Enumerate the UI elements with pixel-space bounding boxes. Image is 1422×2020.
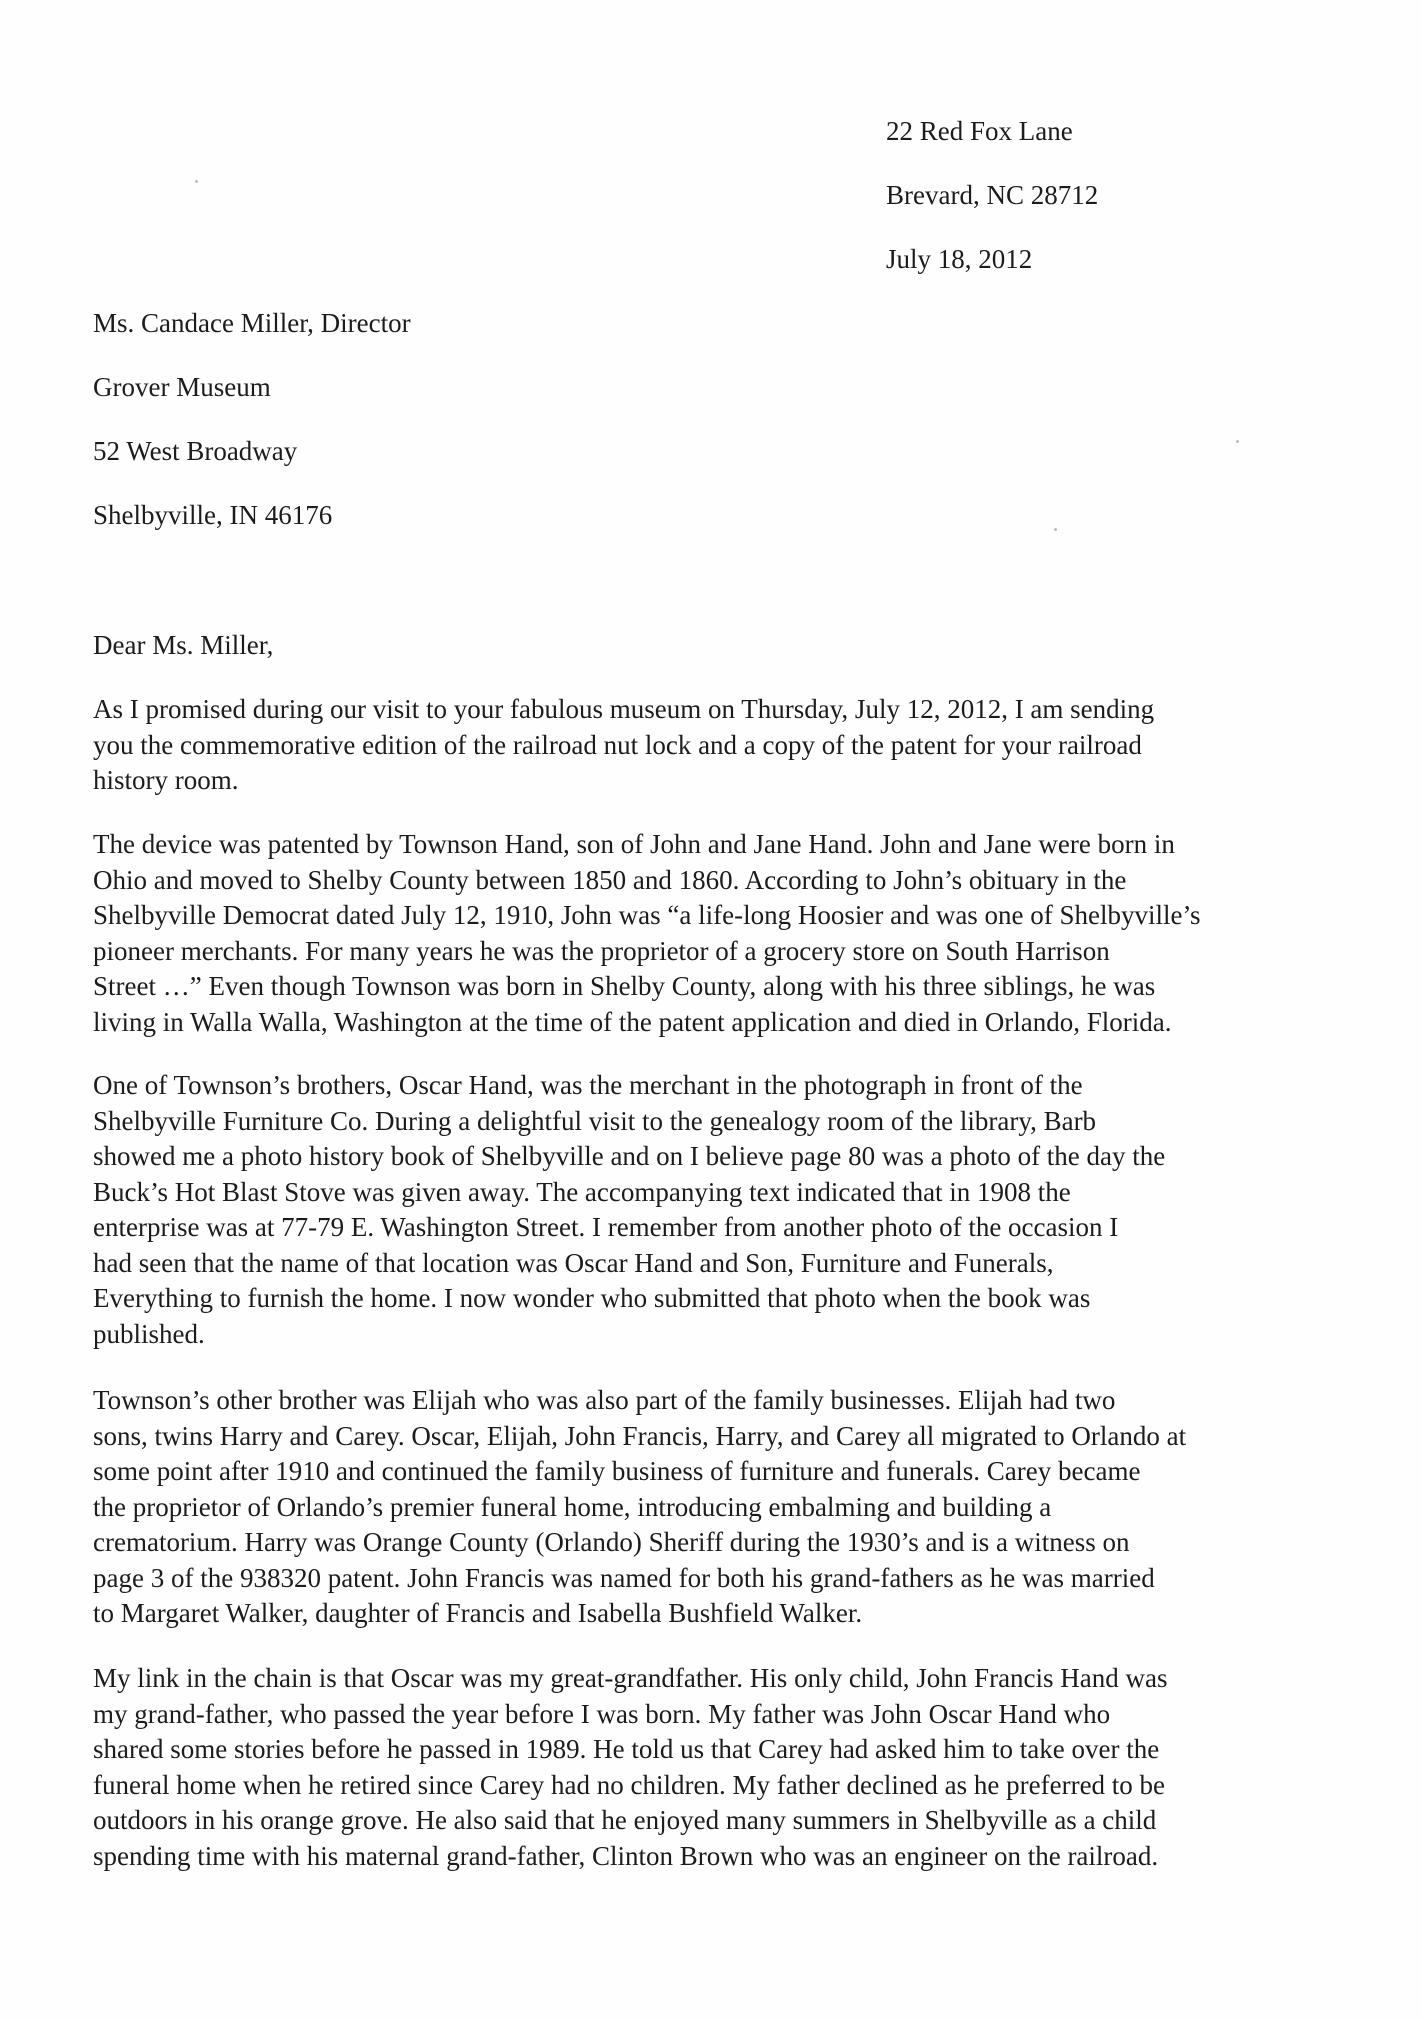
paragraph-line: spending time with his maternal grand-father, Clinton Brown who was an engineer on the railroad.: [93, 1840, 1159, 1871]
paragraph-line: Townson’s other brother was Elijah who was also part of the family businesses. Elijah had two: [93, 1385, 1116, 1415]
body-paragraph-2: [93, 827, 1393, 1040]
paragraph-line: living in Walla Walla, Washington at the time of the patent application and died in Orlando, Florida.: [93, 1006, 1172, 1037]
scan-speck: [1054, 528, 1057, 531]
paragraph-line: crematorium. Harry was Orange County (Orlando) Sheriff during the 1930’s and is a witness on: [93, 1527, 1130, 1557]
paragraph-line: page 3 of the 938320 patent. John Francis was named for both his grand-fathers as he was married: [93, 1562, 1155, 1593]
scan-speck: [1236, 440, 1239, 443]
paragraph-line: you the commemorative edition of the railroad nut lock and a copy of the patent for your railroad: [93, 729, 1142, 760]
paragraph-line: As I promised during our visit to your fabulous museum on Thursday, July 12, 2012, I am sending: [93, 694, 1155, 724]
body-paragraph-4: [93, 1383, 1393, 1632]
paragraph-line: some point after 1910 and continued the family business of furniture and funerals. Carey became: [93, 1456, 1141, 1486]
paragraph-line: One of Townson’s brothers, Oscar Hand, was the merchant in the photograph in front of the: [93, 1070, 1083, 1100]
paragraph-line: Everything to furnish the home. I now wonder who submitted that photo when the book was: [93, 1283, 1091, 1313]
salutation: Dear Ms. Miller,: [93, 630, 274, 660]
sender-street: 22 Red Fox Lane: [886, 116, 1073, 146]
paragraph-line: pioneer merchants. For many years he was the proprietor of a grocery store on South Harrison: [93, 935, 1110, 966]
paragraph-line: sons, twins Harry and Carey. Oscar, Elijah, John Francis, Harry, and Carey all migrated to Orlando at: [93, 1420, 1187, 1451]
body-paragraph-1: [93, 692, 1393, 799]
paragraph-line: Street …” Even though Townson was born in Shelby County, along with his three siblings, he was: [93, 971, 1156, 1001]
paragraph-line: had seen that the name of that location was Oscar Hand and Son, Furniture and Funerals,: [93, 1247, 1054, 1278]
paragraph-line: The device was patented by Townson Hand, son of John and Jane Hand. John and Jane were born in: [93, 829, 1175, 859]
paragraph-line: funeral home when he retired since Carey had no children. My father declined as he preferred to be: [93, 1769, 1166, 1800]
paragraph-line: shared some stories before he passed in 1989. He told us that Carey had asked him to take over the: [93, 1734, 1160, 1764]
recipient-street: 52 West Broadway: [93, 436, 298, 466]
paragraph-line: Buck’s Hot Blast Stove was given away. The accompanying text indicated that in 1908 the: [93, 1176, 1071, 1207]
recipient-city-state-zip: Shelbyville, IN 46176: [93, 500, 333, 530]
paragraph-line: Shelbyville Democrat dated July 12, 1910, John was “a life-long Hoosier and was one of Shelbyville’s: [93, 900, 1201, 930]
paragraph-line: showed me a photo history book of Shelbyville and on I believe page 80 was a photo of the day the: [93, 1141, 1166, 1171]
recipient-organization: Grover Museum: [93, 372, 271, 402]
paragraph-line: the proprietor of Orlando’s premier funeral home, introducing embalming and building a: [93, 1491, 1052, 1522]
recipient-name: Ms. Candace Miller, Director: [93, 308, 411, 338]
paragraph-line: history room.: [93, 765, 239, 795]
paragraph-line: outdoors in his orange grove. He also said that he enjoyed many summers in Shelbyville as a child: [93, 1805, 1157, 1835]
paragraph-line: to Margaret Walker, daughter of Francis and Isabella Bushfield Walker.: [93, 1598, 863, 1628]
paragraph-line: My link in the chain is that Oscar was my great-grandfather. His only child, John Francis Hand was: [93, 1663, 1168, 1693]
paragraph-line: Shelbyville Furniture Co. During a delightful visit to the genealogy room of the library, Barb: [93, 1105, 1097, 1136]
paragraph-line: my grand-father, who passed the year before I was born. My father was John Oscar Hand who: [93, 1698, 1111, 1729]
paragraph-line: enterprise was at 77-79 E. Washington Street. I remember from another photo of the occasion I: [93, 1212, 1119, 1242]
paragraph-line: Ohio and moved to Shelby County between 1850 and 1860. According to John’s obituary in the: [93, 864, 1127, 895]
scan-speck: [195, 180, 198, 183]
letter-date: July 18, 2012: [886, 244, 1033, 274]
paragraph-line: published.: [93, 1318, 205, 1349]
body-paragraph-5: [93, 1661, 1393, 1874]
sender-city-state-zip: Brevard, NC 28712: [886, 180, 1099, 210]
body-paragraph-3: [93, 1068, 1393, 1352]
